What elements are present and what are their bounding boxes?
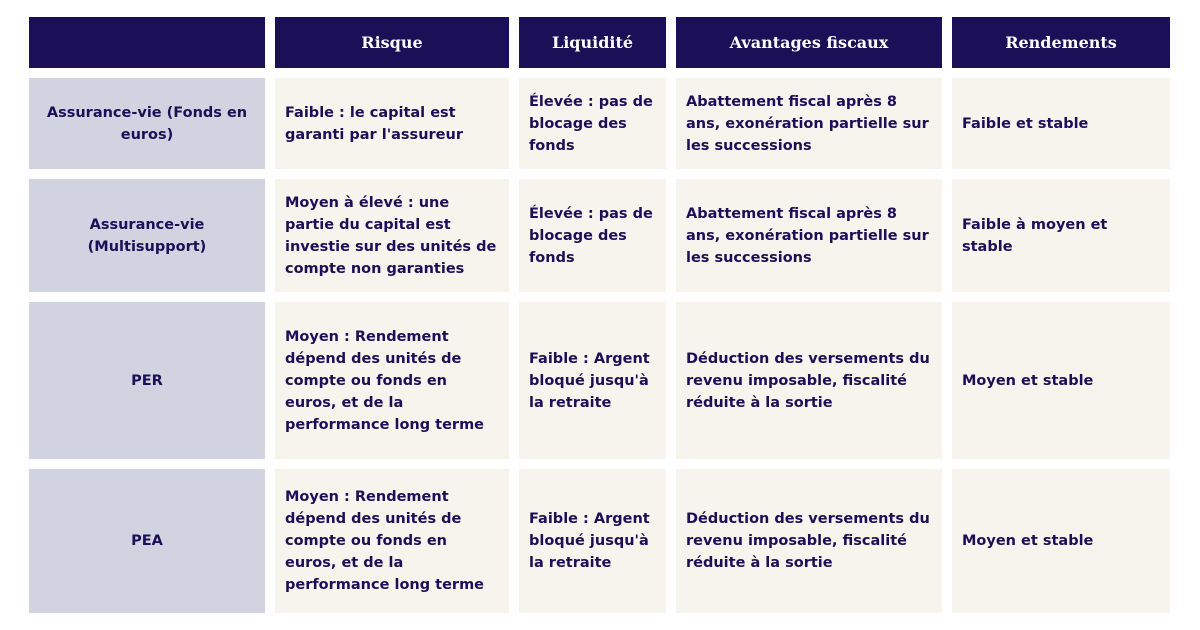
cell-avantages-fiscaux: Déduction des versements du revenu imposable, fiscalité réduite à la sortie xyxy=(676,302,942,459)
comparison-table xyxy=(29,17,1170,613)
cell-rendements: Faible à moyen et stable xyxy=(952,179,1170,292)
header-rendements: Rendements xyxy=(952,17,1170,68)
cell-risque: Moyen : Rendement dépend des unités de compte ou fonds en euros, et de la performance long terme xyxy=(275,469,509,613)
row-label-assurance-vie-fonds-euros: Assurance-vie (Fonds en euros) xyxy=(29,78,265,169)
row-label-per: PER xyxy=(29,302,265,459)
header-avantages-fiscaux: Avantages fiscaux xyxy=(676,17,942,68)
cell-rendements: Faible et stable xyxy=(952,78,1170,169)
cell-liquidite: Faible : Argent bloqué jusqu'à la retraite xyxy=(519,302,666,459)
row-label-assurance-vie-multisupport: Assurance-vie (Multisupport) xyxy=(29,179,265,292)
cell-avantages-fiscaux: Abattement fiscal après 8 ans, exonération partielle sur les successions xyxy=(676,78,942,169)
cell-risque: Moyen à élevé : une partie du capital est investie sur des unités de compte non garanties xyxy=(275,179,509,292)
row-label-pea: PEA xyxy=(29,469,265,613)
header-corner-cell xyxy=(29,17,265,68)
cell-risque: Moyen : Rendement dépend des unités de compte ou fonds en euros, et de la performance long terme xyxy=(275,302,509,459)
cell-liquidite: Faible : Argent bloqué jusqu'à la retraite xyxy=(519,469,666,613)
cell-avantages-fiscaux: Déduction des versements du revenu imposable, fiscalité réduite à la sortie xyxy=(676,469,942,613)
cell-avantages-fiscaux: Abattement fiscal après 8 ans, exonération partielle sur les successions xyxy=(676,179,942,292)
cell-liquidite: Élevée : pas de blocage des fonds xyxy=(519,78,666,169)
cell-rendements: Moyen et stable xyxy=(952,469,1170,613)
header-risque: Risque xyxy=(275,17,509,68)
cell-risque: Faible : le capital est garanti par l'assureur xyxy=(275,78,509,169)
cell-liquidite: Élevée : pas de blocage des fonds xyxy=(519,179,666,292)
header-liquidite: Liquidité xyxy=(519,17,666,68)
cell-rendements: Moyen et stable xyxy=(952,302,1170,459)
